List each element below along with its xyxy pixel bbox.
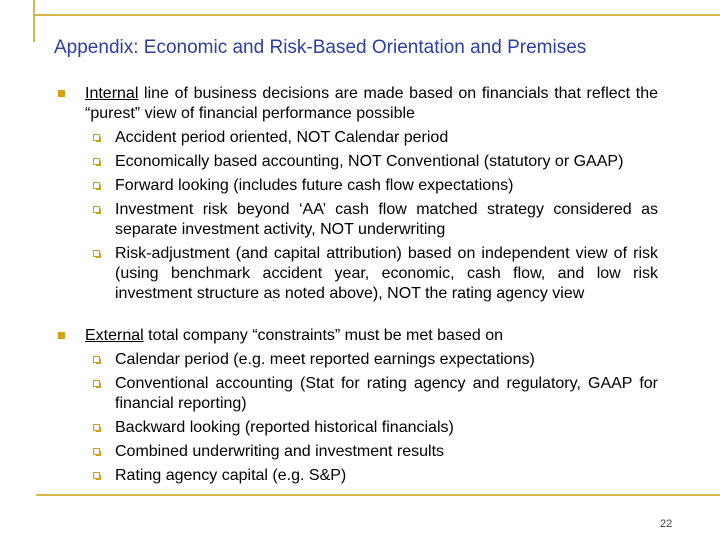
list-item: Backward looking (reported historical financials)	[58, 418, 658, 438]
list-item: Risk-adjustment (and capital attribution) based on independent view of risk (using benchmark accident year, economic, cash flow, and low risk investment structure as noted above), NOT the rating agency view	[58, 244, 658, 304]
list-item: Forward looking (includes future cash flow expectations)	[58, 176, 658, 196]
checkbox-bullet-icon	[93, 158, 100, 165]
checkbox-bullet-icon	[93, 250, 100, 257]
list-item: Combined underwriting and investment results	[58, 442, 658, 462]
square-bullet-icon	[58, 90, 65, 97]
checkbox-bullet-icon	[93, 472, 100, 479]
checkbox-bullet-icon	[93, 380, 100, 387]
list-item: Economically based accounting, NOT Conventional (statutory or GAAP)	[58, 152, 658, 172]
list-item: Rating agency capital (e.g. S&P)	[58, 466, 658, 486]
section-internal	[58, 84, 658, 124]
checkbox-bullet-icon	[93, 424, 100, 431]
decorative-vertical-rule	[33, 0, 35, 42]
decorative-bottom-rule	[36, 494, 720, 496]
checkbox-bullet-icon	[93, 134, 100, 141]
slide-title: Appendix: Economic and Risk-Based Orientation and Premises	[54, 37, 587, 58]
checkbox-bullet-icon	[93, 206, 100, 213]
section-lead-text: total company “constraints” must be met based on	[143, 327, 503, 344]
square-bullet-icon	[58, 332, 65, 339]
section-lead-keyword: External	[85, 327, 144, 344]
list-item: Accident period oriented, NOT Calendar period	[58, 128, 658, 148]
section-lead-text: line of business decisions are made based on financials that reflect the “purest” view of financial performance possible	[85, 85, 658, 122]
slide-body	[58, 84, 658, 486]
section-external	[58, 326, 658, 346]
checkbox-bullet-icon	[93, 448, 100, 455]
page-number: 22	[660, 518, 673, 530]
list-item: Calendar period (e.g. meet reported earnings expectations)	[58, 350, 658, 370]
decorative-top-rule	[33, 14, 720, 16]
section-spacer	[58, 304, 658, 326]
section-lead-keyword: Internal	[85, 85, 139, 102]
list-item: Conventional accounting (Stat for rating agency and regulatory, GAAP for financial reporting)	[58, 374, 658, 414]
list-item: Investment risk beyond ‘AA’ cash flow matched strategy considered as separate investment activity, NOT underwriting	[58, 200, 658, 240]
checkbox-bullet-icon	[93, 182, 100, 189]
checkbox-bullet-icon	[93, 356, 100, 363]
